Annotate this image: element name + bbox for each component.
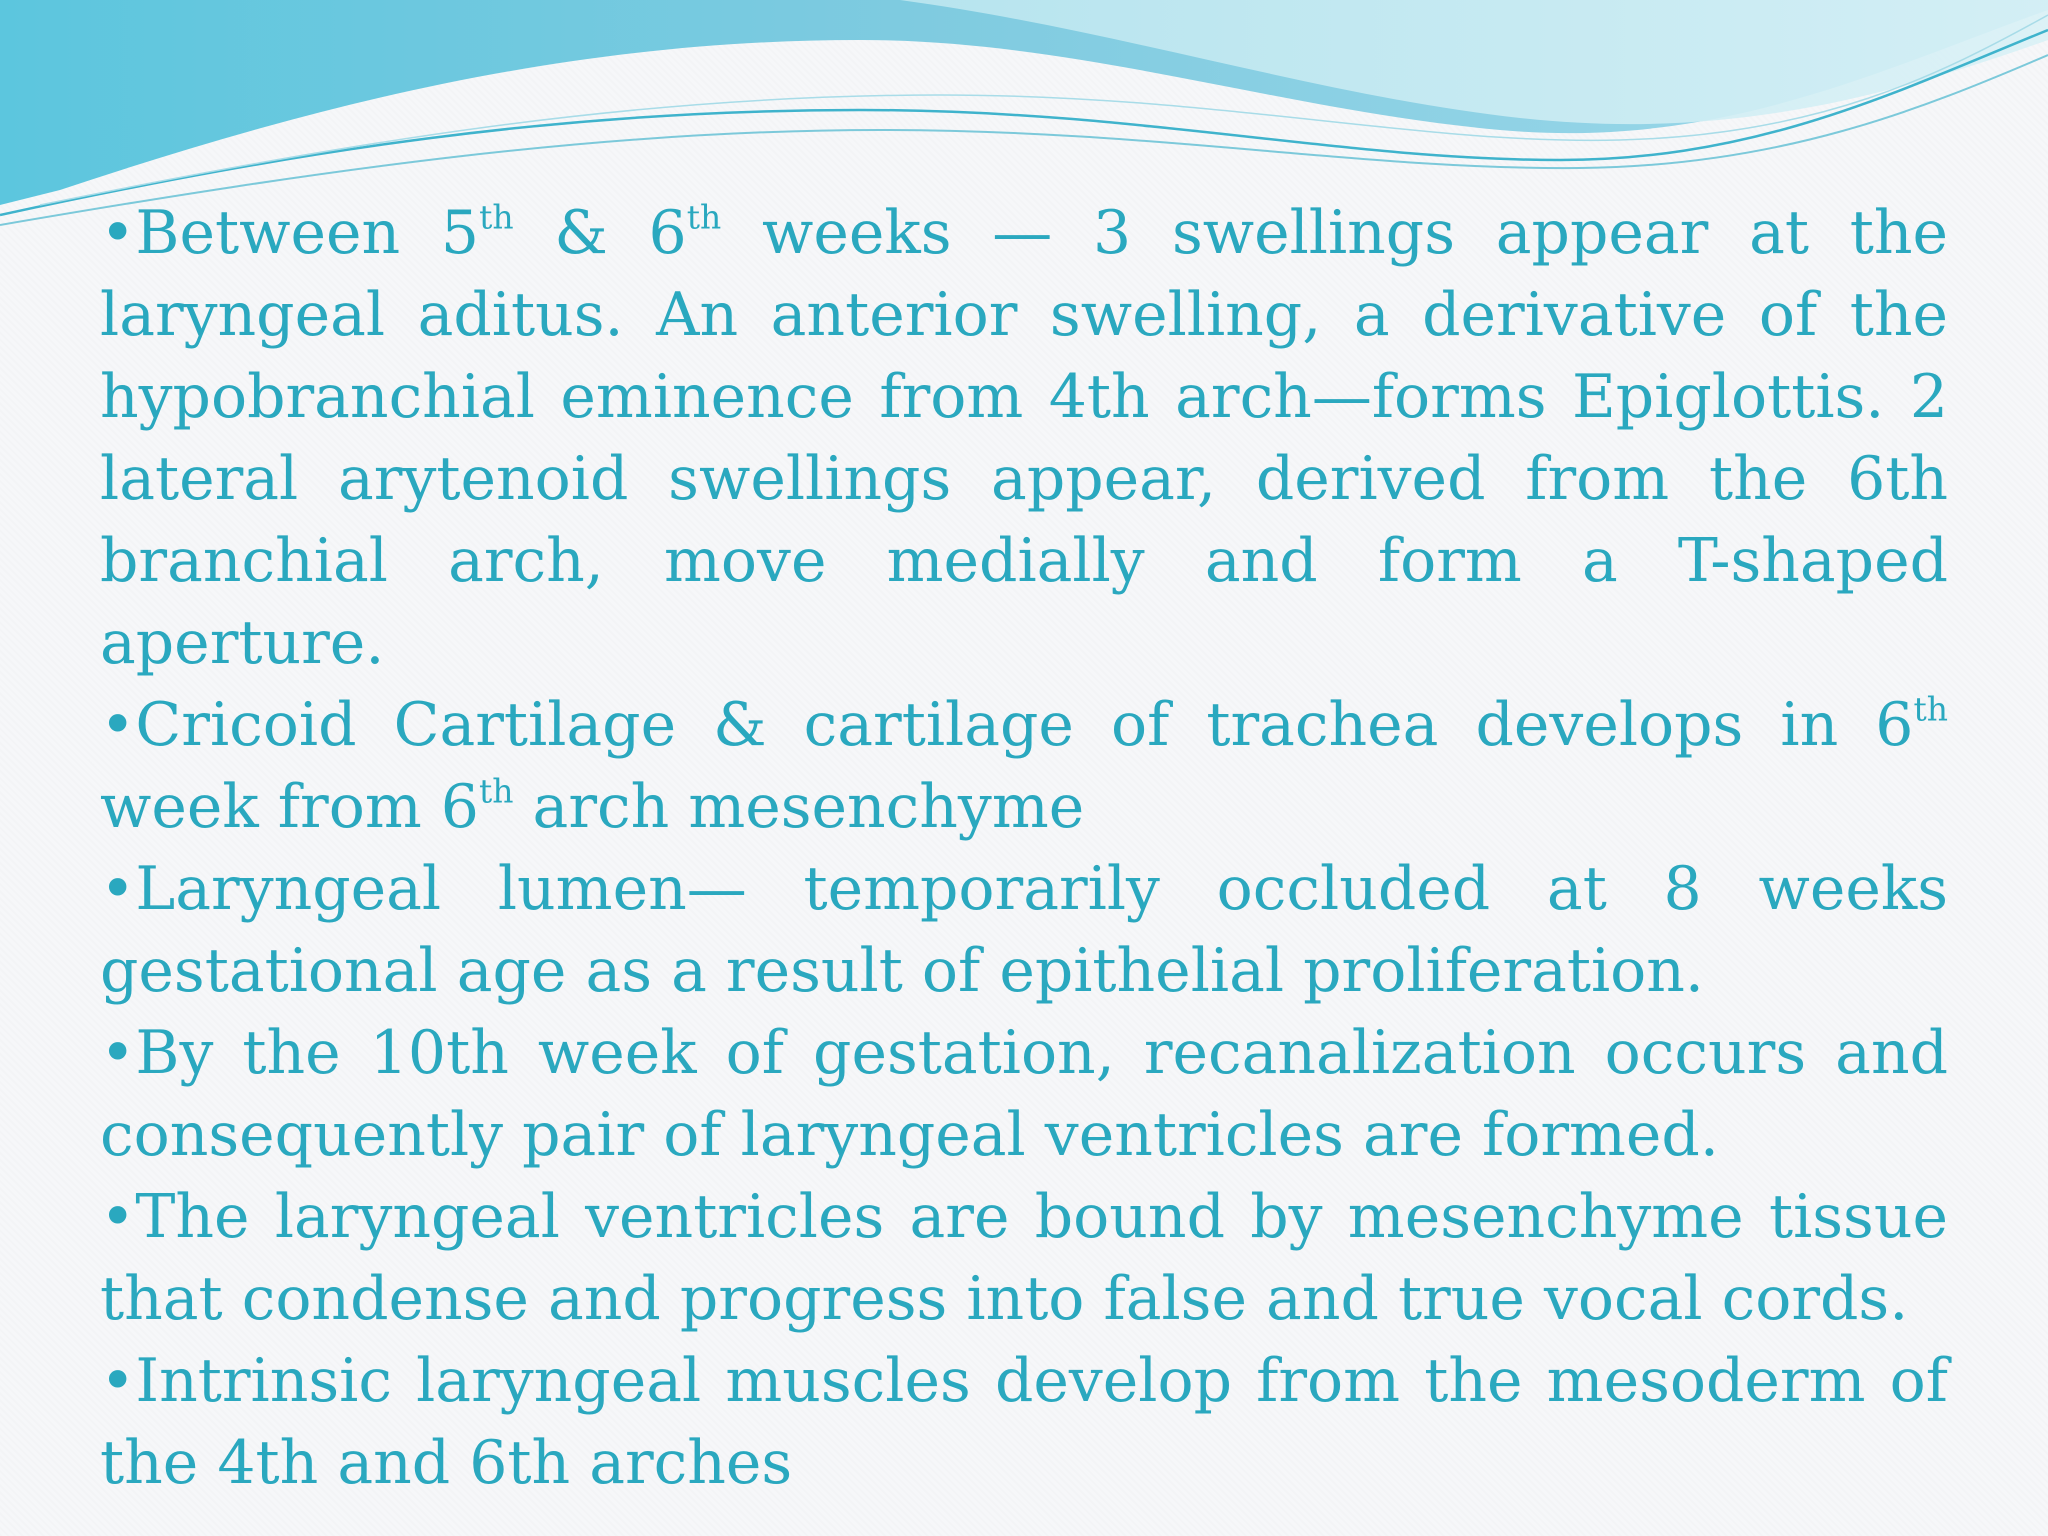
bullet-paragraph [100, 192, 1948, 684]
bullet-glyph: • [100, 854, 136, 924]
paragraph-text: arch mesenchyme [513, 772, 1085, 842]
paragraph-text: Cricoid Cartilage & cartilage of trachea develops in 6 [135, 690, 1914, 760]
bullet-paragraph [100, 1176, 1948, 1340]
bullet-glyph: • [100, 198, 136, 268]
superscript-text: th [686, 197, 722, 237]
superscript-text: th [478, 771, 514, 811]
superscript-text: th [1913, 689, 1948, 729]
bullet-glyph: • [100, 1346, 136, 1416]
bullet-glyph: • [100, 1018, 136, 1088]
paragraph-text: The laryngeal ventricles are bound by mesenchyme tissue that condense and progress into false and true vocal cords. [100, 1182, 1948, 1334]
superscript-text: th [479, 197, 514, 237]
bullet-paragraph [100, 684, 1948, 848]
bullet-paragraph [100, 1012, 1948, 1176]
bullet-glyph: • [100, 690, 136, 760]
paragraph-text: Intrinsic laryngeal muscles develop from the mesoderm of the 4th and 6th arches [100, 1346, 1948, 1498]
paragraph-text: weeks — 3 swellings appear at the laryngeal aditus. An anterior swelling, a derivative of the hypobranchial eminence from 4th arch—forms Epiglottis. 2 lateral arytenoid swellings appear, derived from the 6th branchial arch, move medially and form a T-shaped aperture. [100, 198, 1948, 678]
paragraph-text: week from 6 [100, 772, 479, 842]
paragraph-text: Laryngeal lumen— temporarily occluded at 8 weeks gestational age as a result of epithelial proliferation. [100, 854, 1948, 1006]
slide-body-text [100, 192, 1948, 1504]
bullet-paragraph [100, 848, 1948, 1012]
paragraph-text: & 6 [513, 198, 687, 268]
bullet-paragraph [100, 1340, 1948, 1504]
paragraph-text: By the 10th week of gestation, recanalization occurs and consequently pair of laryngeal ventricles are formed. [100, 1018, 1948, 1170]
bullet-glyph: • [100, 1182, 136, 1252]
paragraph-text: Between 5 [135, 198, 480, 268]
